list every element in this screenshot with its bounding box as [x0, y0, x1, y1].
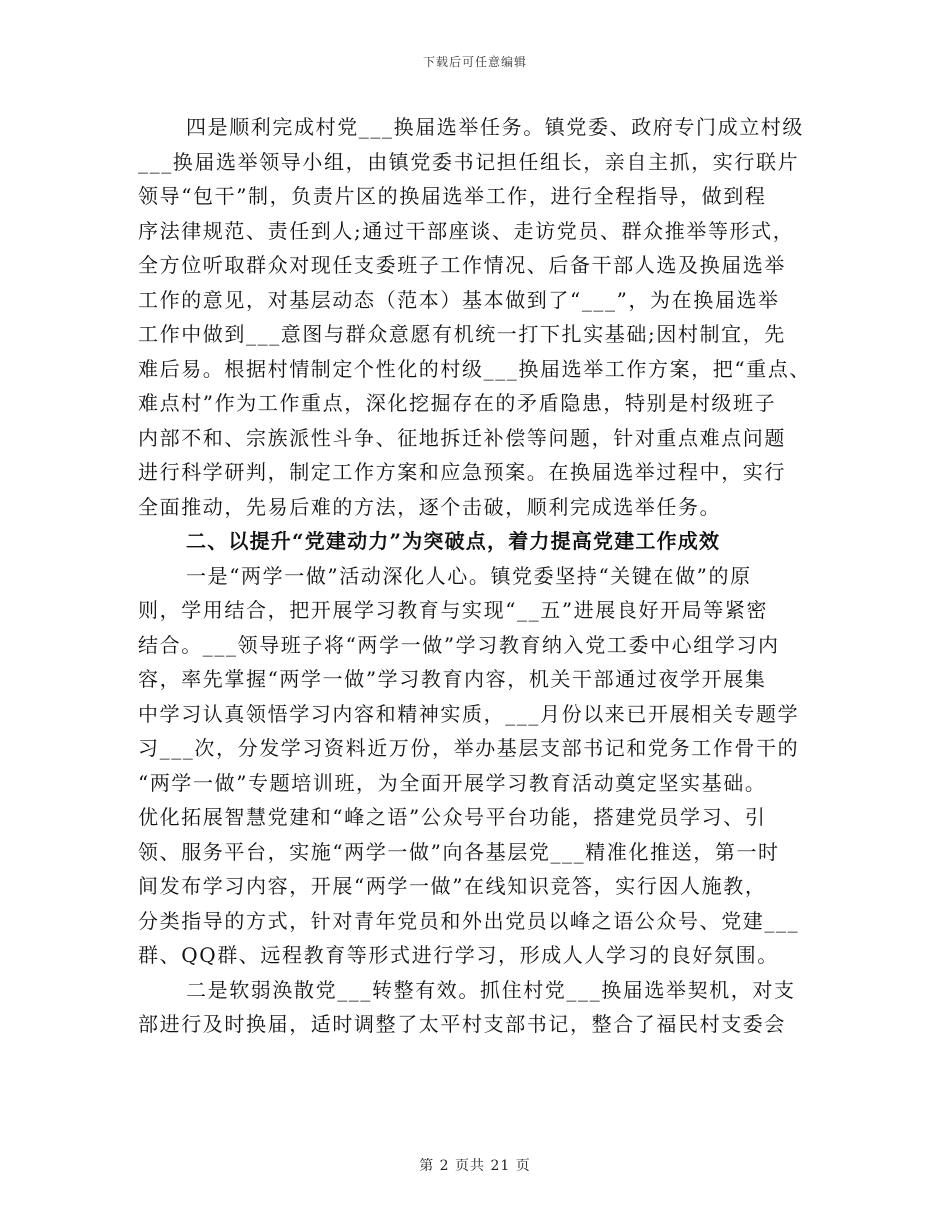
text-line: 序法律规范、责任到人;通过干部座谈、走访党员、群众推举等形式，	[138, 218, 795, 243]
header-note: 下载后可任意编辑	[422, 55, 527, 69]
text-line: 一是“两学一做”活动深化人心。镇党委坚持“关键在做”的原	[186, 563, 752, 588]
text-line: 四是顺利完成村党___换届选举任务。镇党委、政府专门成立村级	[186, 115, 804, 139]
body-text	[138, 110, 828, 1042]
text-line: 全面推动，先易后难的方法，逐个击破，顺利完成选举任务。	[138, 494, 722, 519]
text-line: 工作中做到___意图与群众意愿有机统一打下扎实基础;因村制宜，先	[138, 322, 786, 346]
text-line: 间发布学习内容，开展“两学一做”在线知识竞答，实行因人施教，	[138, 874, 767, 898]
section-heading: 二、以提升“党建动力”为突破点，着力提高党建工作成效	[186, 529, 721, 553]
text-line: ___换届选举领导小组，由镇党委书记担任组长，亲自主抓，实行联片	[138, 149, 800, 174]
text-line: 工作的意见，对基层动态（范本）基本做到了“___”，为在换届选举	[138, 287, 780, 312]
text-line: 群、QQ群、远程教育等形式进行学习，形成人人学习的良好氛围。	[138, 943, 779, 967]
text-line: 难点村”作为工作重点，深化挖掘存在的矛盾隐患，特别是村级班子	[138, 391, 777, 415]
text-line: 进行科学研判，制定工作方案和应急预案。在换届选举过程中，实行	[138, 460, 786, 484]
text-line: 二是软弱涣散党___转整有效。抓住村党___换届选举契机，对支	[186, 977, 796, 1002]
text-line: 则，学用结合，把开展学习教育与实现“__五”进展良好开局等紧密	[138, 598, 769, 622]
text-line: 习___次，分发学习资料近万份，举办基层支部书记和党务工作骨干的	[138, 736, 800, 760]
page-number: 第 2 页共 21 页	[419, 1158, 531, 1174]
text-line: 领、服务平台，实施“两学一做”向各基层党___精准化推送，第一时	[138, 839, 780, 864]
text-line: 分类指导的方式，针对青年党员和外出党员以峰之语公众号、党建___	[138, 908, 800, 933]
text-line: “两学一做”专题培训班，为全面开展学习教育活动奠定坚实基础。	[138, 770, 767, 795]
text-line: 中学习认真领悟学习内容和精神实质，___月份以来已开展相关专题学	[138, 701, 800, 726]
text-line: 全方位听取群众对现任支委班子工作情况、后备干部人选及换届选举	[138, 253, 786, 277]
text-line: 容，率先掌握“两学一做”学习教育内容，机关干部通过夜学开展集	[138, 667, 767, 691]
text-line: 优化拓展智慧党建和“峰之语”公众号平台功能，搭建党员学习、引	[138, 805, 767, 829]
text-line: 部进行及时换届，适时调整了太平村支部书记，整合了福民村支委会	[138, 1012, 786, 1036]
text-line: 内部不和、宗族派性斗争、征地拆迁补偿等问题，针对重点难点问题	[138, 425, 786, 450]
text-line: 难后易。根据村情制定个性化的村级___换届选举工作方案，把“重点、	[138, 356, 812, 381]
text-line: 结合。___领导班子将“两学一做”学习教育纳入党工委中心组学习内	[138, 632, 780, 657]
text-line: 领导“包干”制，负责片区的换届选举工作，进行全程指导，做到程	[138, 184, 767, 208]
